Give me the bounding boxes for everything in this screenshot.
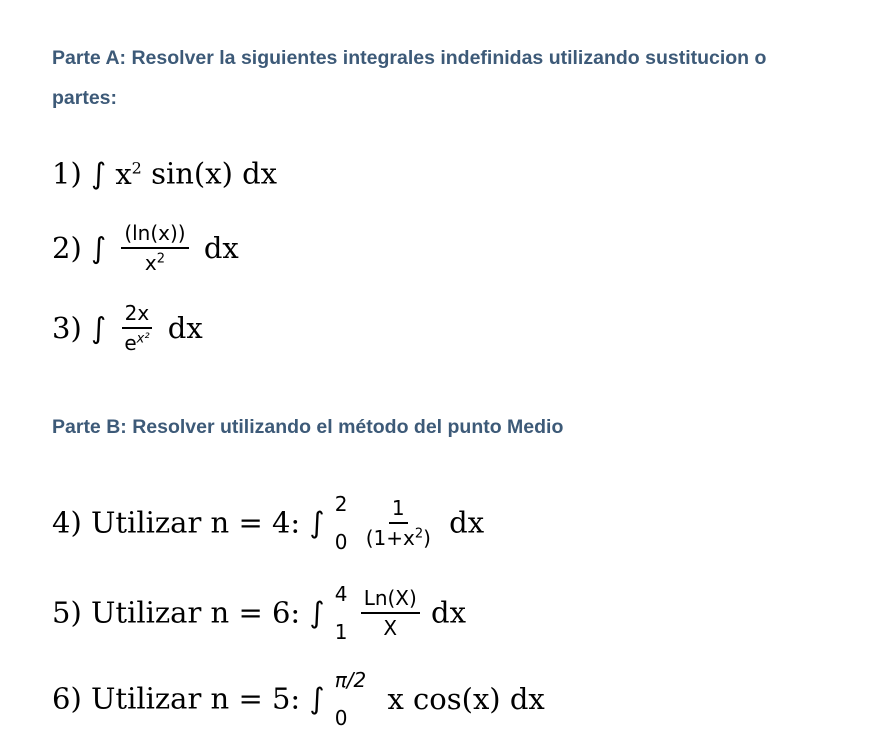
problem-prefix: 6) Utilizar n = 5: bbox=[52, 681, 301, 716]
denominator: $x^2$ bbox=[144, 251, 166, 275]
differential: dx bbox=[449, 505, 485, 540]
denominator: X bbox=[383, 615, 398, 640]
differential: dx bbox=[431, 595, 466, 630]
upper-limit: 4 bbox=[334, 582, 348, 606]
lower-limit: 1 bbox=[334, 620, 348, 644]
exponent: 2 bbox=[156, 251, 166, 267]
fraction bbox=[121, 302, 152, 355]
part-b-heading: Parte B: Resolver utilizando el método del punto Medio bbox=[52, 416, 564, 438]
integration-limits bbox=[335, 584, 348, 642]
integrand-rest: x cos(x) dx bbox=[387, 681, 545, 716]
differential: dx bbox=[167, 311, 203, 345]
problem-number: 3) bbox=[52, 311, 82, 345]
denominator: $e^{x^2}$ bbox=[124, 331, 150, 355]
exponent: 2 bbox=[131, 157, 142, 177]
fraction bbox=[363, 497, 434, 550]
problem-6 bbox=[52, 670, 545, 728]
problem-number: 2) bbox=[52, 231, 82, 265]
integrand-rest: sin(x) dx bbox=[151, 156, 278, 191]
part-a-heading: Parte A: Resolver la siguientes integrales indefinidas utilizando sustitucion o partes: bbox=[52, 47, 767, 109]
upper-limit: 2 bbox=[334, 492, 348, 516]
exponent: 2 bbox=[414, 525, 424, 541]
numerator: 1 bbox=[389, 497, 408, 524]
numerator: (ln(x)) bbox=[121, 222, 188, 249]
lower-limit: 0 bbox=[334, 706, 348, 730]
integration-limits bbox=[335, 494, 348, 552]
integral-sign: ∫ bbox=[309, 595, 325, 630]
integrand: $x^2$ bbox=[115, 156, 142, 191]
problem-prefix: 5) Utilizar n = 6: bbox=[52, 595, 301, 630]
differential: dx bbox=[203, 231, 239, 265]
integration-limits bbox=[335, 670, 367, 728]
upper-limit: π/2 bbox=[334, 668, 367, 692]
lower-limit: 0 bbox=[334, 530, 348, 554]
numerator: 2x bbox=[122, 302, 153, 329]
problem-1 bbox=[52, 158, 277, 189]
exponent: x² bbox=[136, 331, 150, 347]
fraction bbox=[121, 222, 188, 275]
problem-3 bbox=[52, 302, 203, 355]
problem-5 bbox=[52, 584, 466, 642]
integral-sign: ∫ bbox=[90, 311, 107, 345]
integral-sign: ∫ bbox=[309, 505, 325, 540]
problem-prefix: 4) Utilizar n = 4: bbox=[52, 505, 301, 540]
numerator: Ln(X) bbox=[361, 587, 420, 614]
denominator: $(1+x^2)$ bbox=[365, 525, 431, 550]
problem-4 bbox=[52, 494, 484, 552]
problem-2 bbox=[52, 222, 239, 275]
fraction bbox=[361, 587, 420, 640]
integral-sign: ∫ bbox=[309, 681, 325, 716]
integral-sign: ∫ bbox=[90, 156, 107, 191]
problem-number: 1) bbox=[52, 156, 82, 191]
integral-sign: ∫ bbox=[90, 231, 107, 265]
